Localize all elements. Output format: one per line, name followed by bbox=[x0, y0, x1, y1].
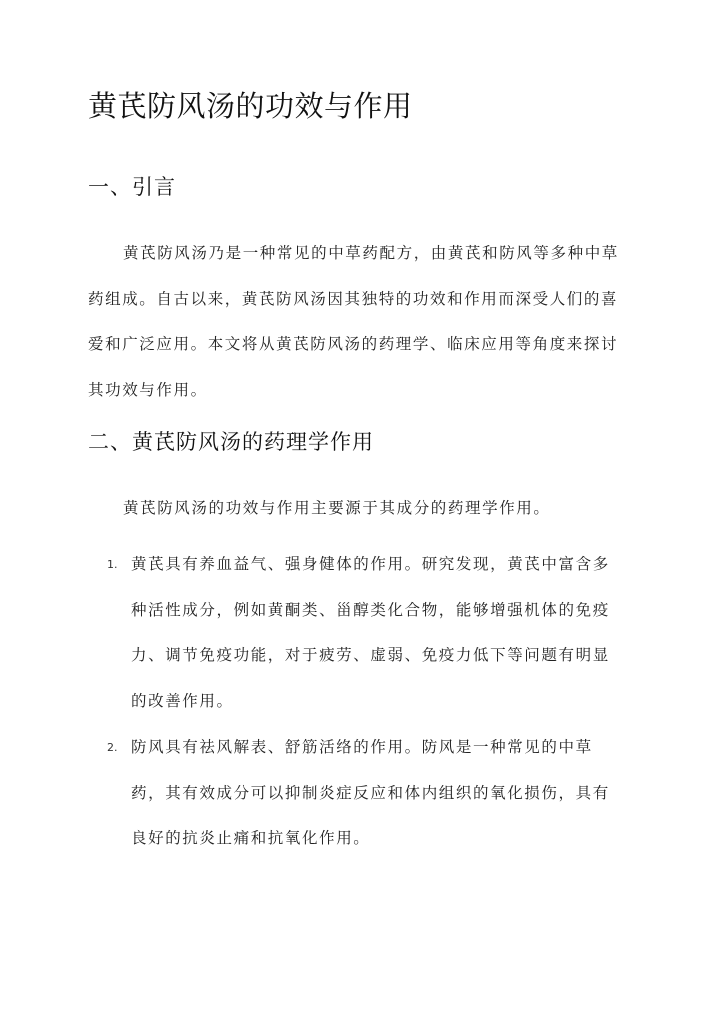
pharmacology-paragraph: 黄芪防风汤的功效与作用主要源于其成分的药理学作用。 bbox=[123, 499, 551, 517]
list-item-number: 2. bbox=[107, 741, 118, 754]
intro-paragraph: 黄芪防风汤乃是一种常见的中草药配方，由黄芪和防风等多种中草药组成。自古以来，黄芪防风汤因其独特的功效和作用而深受人们的喜爱和广泛应用。本文将从黄芪防风汤的药理学、临床应用等角度来探讨其功效与作用。 bbox=[88, 244, 619, 400]
list-item-number: 1. bbox=[107, 558, 118, 571]
section-heading-intro: 一、引言 bbox=[88, 175, 176, 199]
section-heading-pharmacology: 二、黄芪防风汤的药理学作用 bbox=[88, 430, 374, 454]
list-item-text: 防风具有祛风解表、舒筋活络的作用。防风是一种常见的中草药，其有效成分可以抑制炎症反应和体内组织的氧化损伤，具有良好的抗炎止痛和抗氧化作用。 bbox=[131, 738, 610, 848]
list-item-text: 黄芪具有养血益气、强身健体的作用。研究发现，黄芪中富含多种活性成分，例如黄酮类、甾醇类化合物，能够增强机体的免疫力、调节免疫功能，对于疲劳、虚弱、免疫力低下等问题有明显的改善作用。 bbox=[131, 555, 610, 711]
document-title: 黄芪防风汤的功效与作用 bbox=[88, 89, 413, 123]
